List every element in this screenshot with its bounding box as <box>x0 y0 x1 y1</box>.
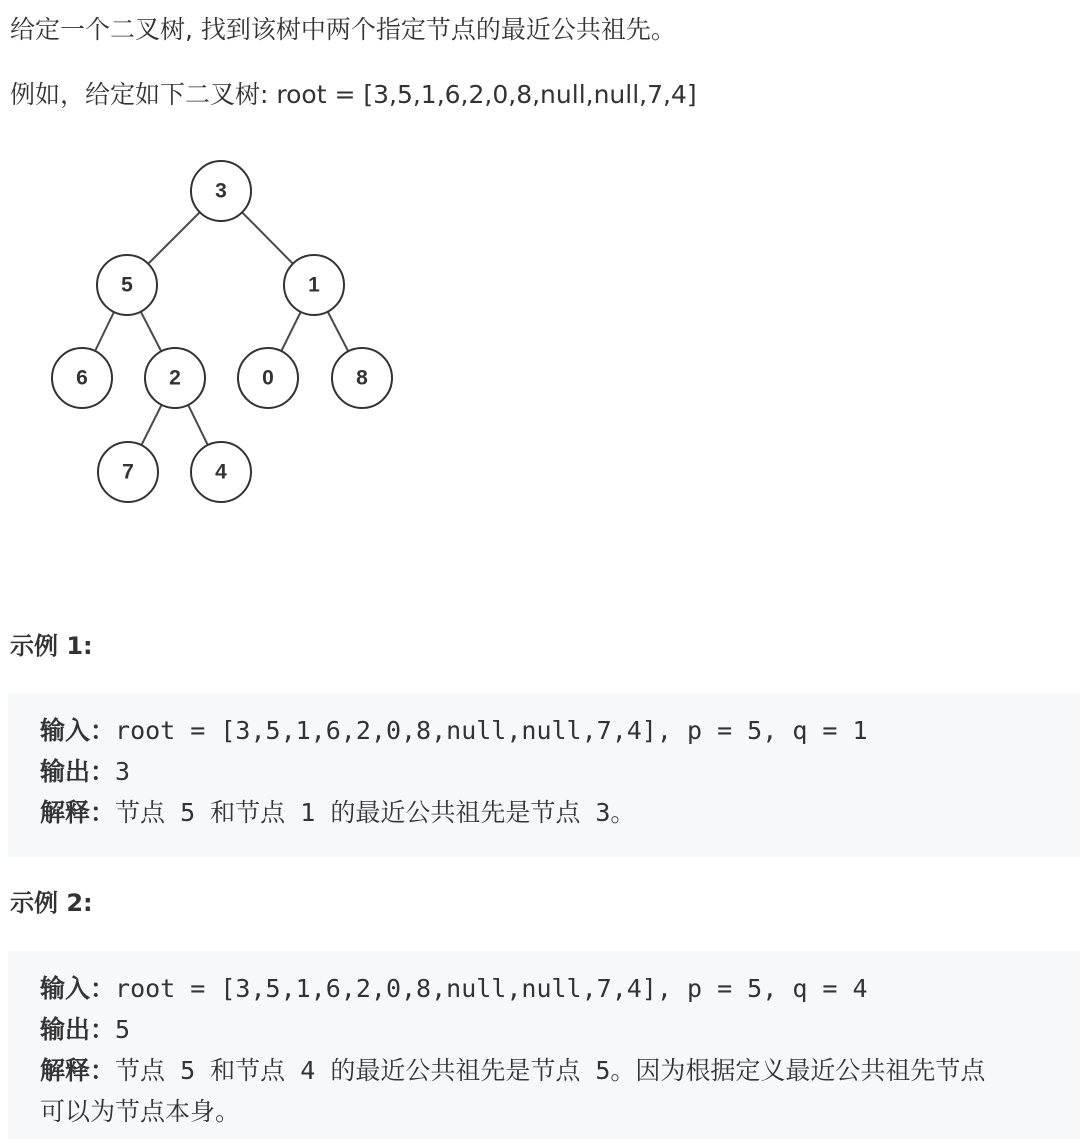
tree-node-0 <box>238 348 298 408</box>
tree-node-4 <box>191 442 251 502</box>
example-tree-description: 例如，给定如下二叉树: root = [3,5,1,6,2,0,8,null,null,7,4] <box>10 80 697 109</box>
tree-node-label: 1 <box>308 273 320 297</box>
input-value: root = [3,5,1,6,2,0,8,null,null,7,4], p = 5, q = 4 <box>115 974 868 1003</box>
explanation-value: 节点 5 和节点 4 的最近公共祖先是节点 5。因为根据定义最近公共祖先节点 <box>115 1056 986 1085</box>
tree-node-label: 0 <box>262 366 274 390</box>
input-value: root = [3,5,1,6,2,0,8,null,null,7,4], p = 5, q = 1 <box>115 716 868 745</box>
explanation-value: 节点 5 和节点 1 的最近公共祖先是节点 3。 <box>115 798 636 827</box>
explanation-continuation: 可以为节点本身。 <box>40 1097 241 1126</box>
example-1-heading: 示例 1: <box>10 632 93 660</box>
explanation-label: 解释： <box>40 798 116 827</box>
input-label: 输入： <box>40 716 116 745</box>
example-2-output <box>40 1009 1080 1050</box>
example-2-input <box>40 968 1080 1009</box>
example-1-input <box>40 710 1080 751</box>
example-2-code-block <box>8 951 1080 1139</box>
example-2-heading: 示例 2: <box>10 889 93 917</box>
tree-node-6 <box>52 348 112 408</box>
example-1-explanation <box>40 792 1080 833</box>
output-label: 输出： <box>40 1015 116 1044</box>
tree-node-label: 7 <box>122 460 134 484</box>
explanation-label: 解释： <box>40 1056 116 1085</box>
tree-node-label: 2 <box>169 366 181 390</box>
output-label: 输出： <box>40 757 116 786</box>
example-1-code-block <box>8 693 1080 857</box>
example-1-output <box>40 751 1080 792</box>
tree-node-2 <box>145 348 205 408</box>
output-value: 5 <box>115 1015 131 1044</box>
tree-node-1 <box>284 255 344 315</box>
tree-node-8 <box>332 348 392 408</box>
tree-node-label: 3 <box>215 179 227 203</box>
tree-node-label: 8 <box>356 366 368 390</box>
input-label: 输入： <box>40 974 116 1003</box>
tree-node-label: 5 <box>121 273 133 297</box>
tree-node-label: 4 <box>215 460 227 484</box>
tree-node-3 <box>191 161 251 221</box>
binary-tree-diagram <box>40 150 400 520</box>
tree-node-7 <box>98 442 158 502</box>
tree-node-5 <box>97 255 157 315</box>
example-2-explanation-continued <box>40 1091 1080 1132</box>
example-2-explanation <box>40 1050 1080 1091</box>
problem-statement: 给定一个二叉树, 找到该树中两个指定节点的最近公共祖先。 <box>10 15 676 44</box>
output-value: 3 <box>115 757 131 786</box>
tree-node-label: 6 <box>76 366 88 390</box>
